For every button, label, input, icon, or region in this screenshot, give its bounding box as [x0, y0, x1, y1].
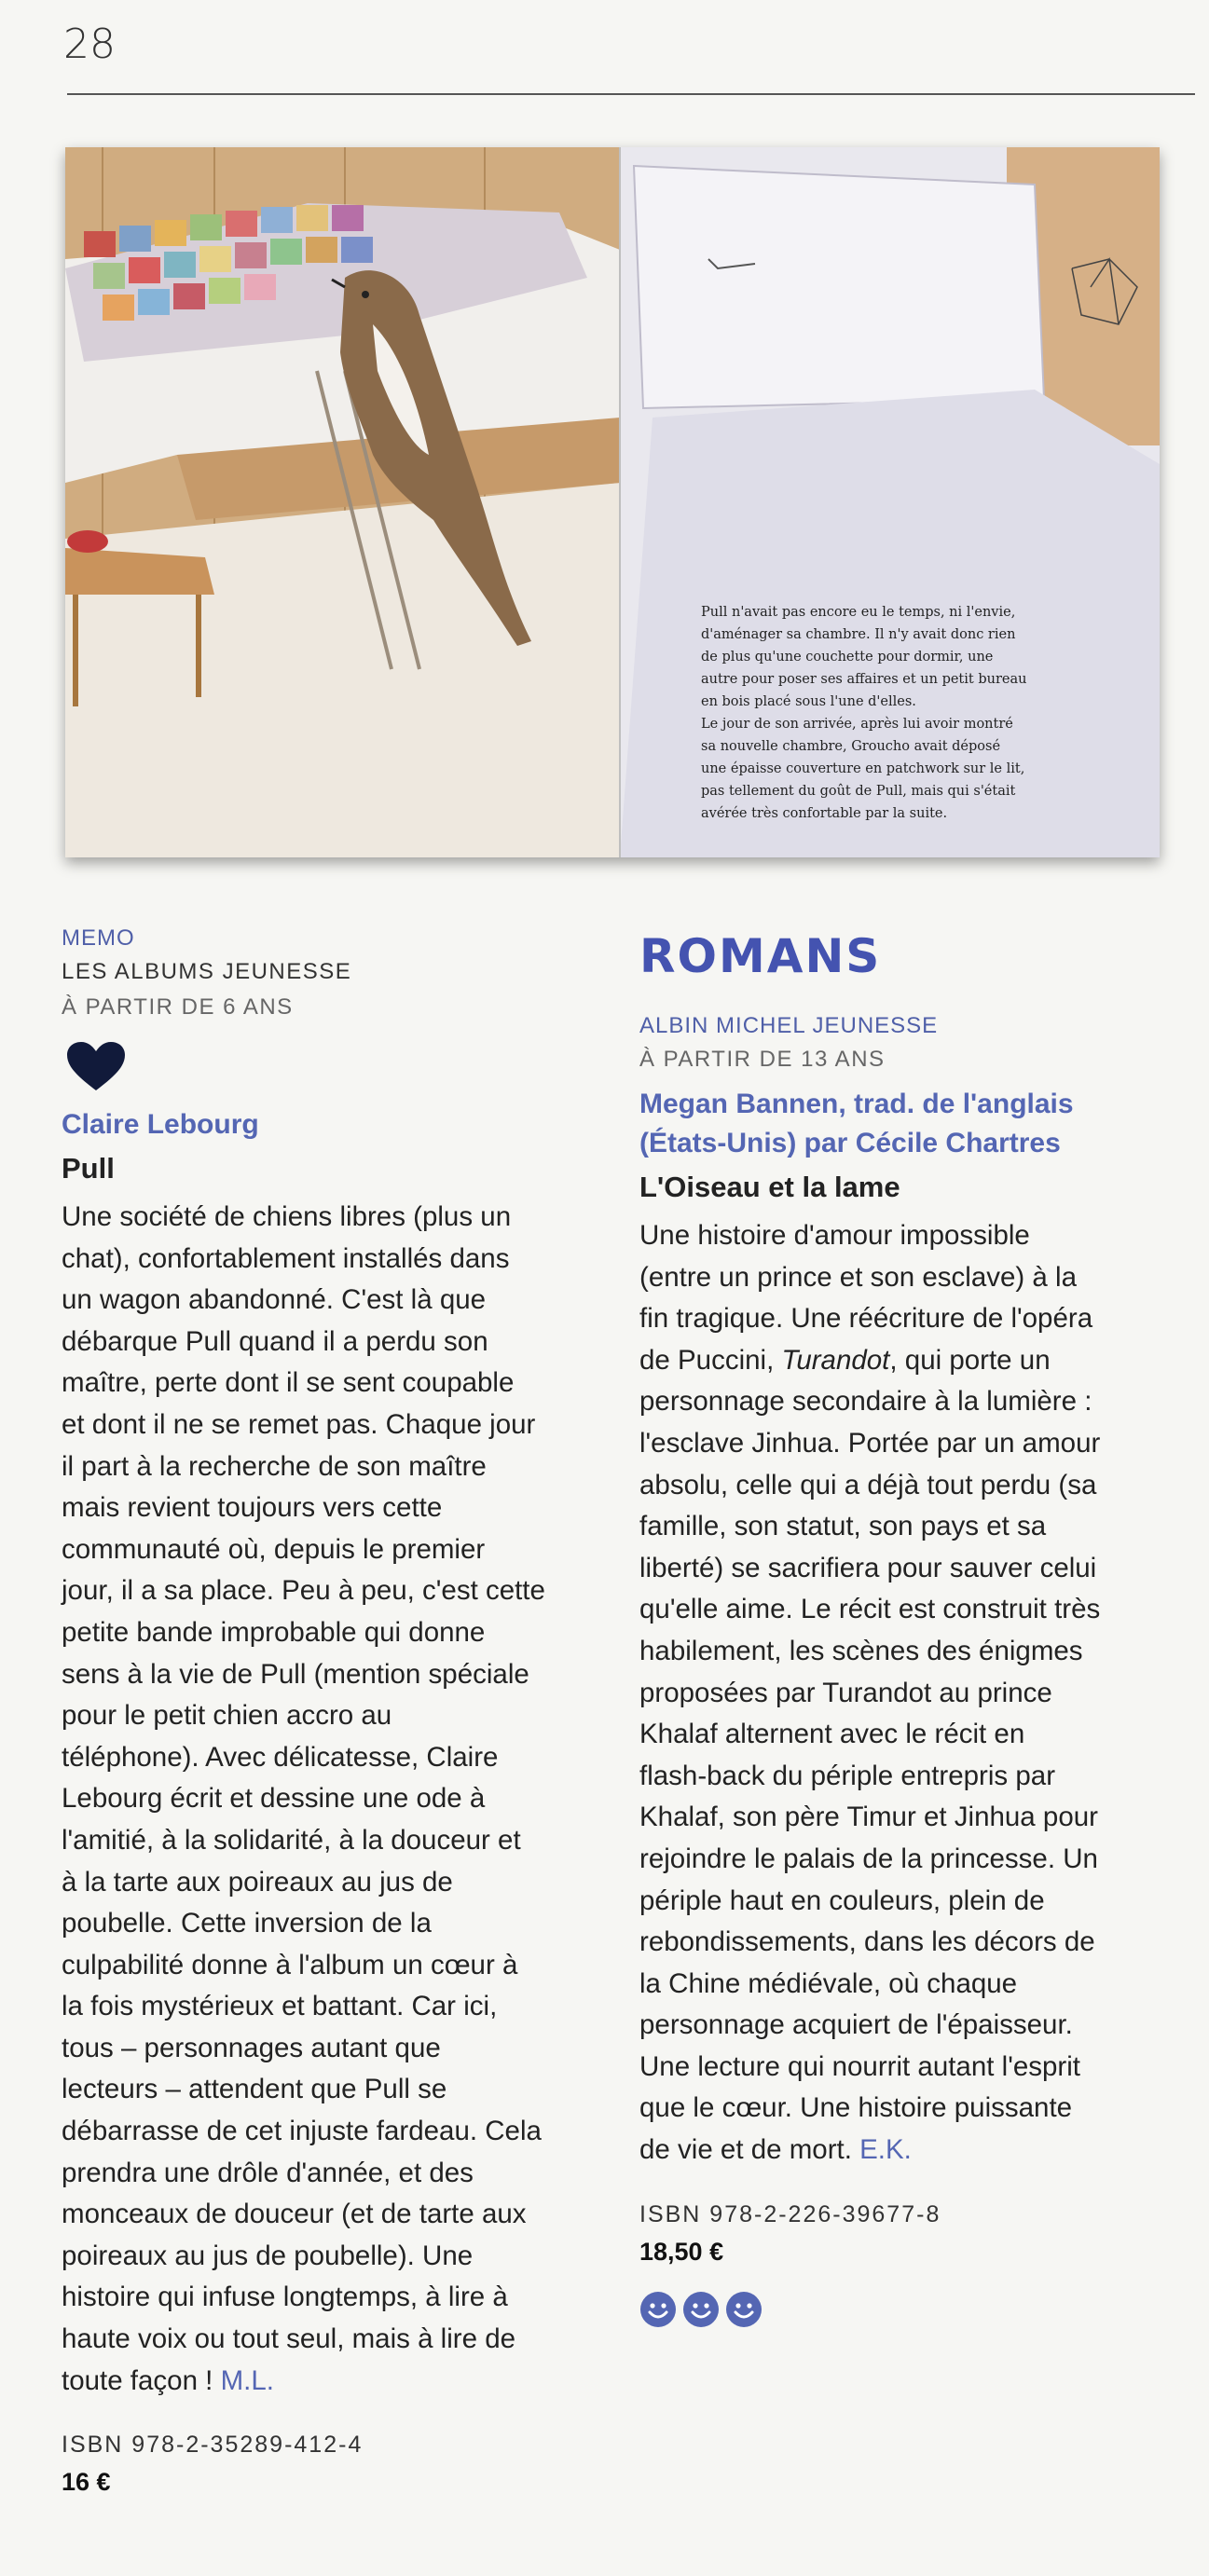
caption-line: Pull n'avait pas encore eu le temps, ni l'envie, — [701, 605, 1016, 620]
isbn: ISBN 978-2-35289-412-4 — [62, 2432, 364, 2459]
body-line: l'esclave Jinhua. Portée par un amour — [639, 1427, 1101, 1459]
body-line: petite bande improbable qui donne — [62, 1616, 486, 1648]
translator: (États-Unis) par Cécile Chartres — [639, 1128, 1061, 1158]
body-line: l'amitié, à la solidarité, à la douceur et — [62, 1824, 521, 1856]
body-line: la Chine médiévale, où chaque — [639, 1967, 1018, 1999]
body-line: habilement, les scènes des énigmes — [639, 1635, 1083, 1666]
body-text: de vie et de mort. — [639, 2134, 852, 2166]
body-line: personnage acquiert de l'épaisseur. — [639, 2009, 1073, 2041]
body-line: qu'elle aime. Le récit est construit très — [639, 1594, 1101, 1625]
caption-line: en bois placé sous l'une d'elles. — [701, 694, 916, 709]
body-line: il part à la recherche de son maître — [62, 1450, 487, 1482]
body-line: culpabilité donne à l'album un cœur à — [62, 1949, 518, 1980]
body-line: prendra une drôle d'année, et des — [62, 2157, 474, 2188]
caption-line: sa nouvelle chambre, Groucho avait déposé — [701, 739, 1001, 754]
caption-line: avérée très confortable par la suite. — [701, 806, 948, 821]
price: 18,50 € — [639, 2237, 724, 2266]
body-line: proposées par Turandot au prince — [639, 1677, 1052, 1708]
age-range: À PARTIR DE 6 ANS — [62, 994, 294, 1020]
rating — [639, 2291, 1161, 2328]
book-title: L'Oiseau et la lame — [639, 1171, 900, 1203]
body-line: jour, il a sa place. Peu à peu, c'est cette — [62, 1575, 545, 1607]
body-line: à la tarte aux poireaux au jus de — [62, 1866, 453, 1898]
body-line: monceaux de douceur (et de tarte aux — [62, 2199, 527, 2230]
body-line: un wagon abandonné. C'est là que — [62, 1284, 487, 1316]
body-line: fin tragique. Une réécriture de l'opéra — [639, 1303, 1093, 1335]
body-line: absolu, celle qui a déjà tout perdu (sa — [639, 1469, 1097, 1500]
body-line: rejoindre le palais de la princesse. Un — [639, 1843, 1098, 1874]
body-line: périple haut en couleurs, plein de — [639, 1884, 1045, 1916]
body-line: poubelle. Cette inversion de la — [62, 1908, 432, 1939]
body-line: flash-back du périple entrepris par — [639, 1760, 1056, 1791]
price: 16 € — [62, 2468, 111, 2497]
book-illustration — [65, 147, 1160, 857]
body-line-last — [639, 2130, 1161, 2172]
publisher: MEMO — [62, 925, 135, 951]
isbn: ISBN 978-2-226-39677-8 — [639, 2200, 941, 2227]
collection: LES ALBUMS JEUNESSE — [62, 959, 352, 984]
body-line: histoire qui infuse longtemps, à lire à — [62, 2281, 508, 2313]
author: Claire Lebourg — [62, 1109, 259, 1140]
caption-line: une épaisse couverture en patchwork sur le lit, — [701, 761, 1025, 776]
caption-line: pas tellement du goût de Pull, mais qui s'était — [701, 784, 1016, 799]
smiley-icon — [725, 2291, 762, 2328]
body-line-last — [62, 2361, 593, 2403]
page-number: 28 — [63, 21, 116, 68]
body-line: et dont il ne se remet pas. Chaque jour — [62, 1408, 536, 1440]
body-line: famille, son statut, son pays et sa — [639, 1511, 1047, 1542]
body-line: débarque Pull quand il a perdu son — [62, 1325, 488, 1357]
body-line: mais revient toujours vers cette — [62, 1492, 443, 1524]
body-line: tous – personnages autant que — [62, 2032, 441, 2063]
body-line: sens à la vie de Pull (mention spéciale — [62, 1658, 529, 1690]
caption-line: de plus qu'une couchette pour dormir, une — [701, 650, 994, 665]
body-line: pour le petit chien accro au — [62, 1700, 392, 1732]
body-line: Khalaf alternent avec le récit en — [639, 1719, 1025, 1750]
age-range: À PARTIR DE 13 ANS — [639, 1047, 886, 1072]
body-line: débarrasse de cet injuste fardeau. Cela — [62, 2116, 542, 2147]
body-line: téléphone). Avec délicatesse, Claire — [62, 1741, 499, 1773]
caption-line: autre pour poser ses affaires et un petit bureau — [701, 672, 1027, 687]
illustration-caption — [701, 601, 1139, 825]
caption-line: Le jour de son arrivée, après lui avoir montré — [701, 717, 1013, 732]
heart-icon — [67, 1042, 125, 1092]
body-line: haute voix ou tout seul, mais à lire de — [62, 2323, 516, 2355]
reviewer-signature: E.K. — [859, 2134, 912, 2166]
review-oiseau — [639, 923, 1161, 2328]
smiley-icon — [639, 2291, 677, 2328]
section-heading: ROMANS — [639, 929, 882, 983]
review-body — [62, 1197, 593, 2402]
body-line: maître, perte dont il se sent coupable — [62, 1367, 515, 1399]
body-line: Lebourg écrit et dessine une ode à — [62, 1783, 486, 1815]
review-body — [639, 1215, 1161, 2172]
author: Megan Bannen, trad. de l'anglais — [639, 1089, 1074, 1119]
publisher: ALBIN MICHEL JEUNESSE — [639, 1013, 939, 1038]
body-line: lecteurs – attendent que Pull se — [62, 2074, 447, 2105]
body-line: poireaux au jus de poubelle). Une — [62, 2240, 474, 2271]
body-text: , qui porte un — [889, 1344, 1051, 1376]
smiley-icon — [682, 2291, 720, 2328]
body-line: personnage secondaire à la lumière : — [639, 1386, 1092, 1418]
body-line — [639, 1340, 1161, 1382]
book-title: Pull — [62, 1152, 115, 1185]
caption-line: d'aménager sa chambre. Il n'y avait donc rien — [701, 627, 1016, 642]
review-pull — [62, 923, 593, 2501]
body-line: Une histoire d'amour impossible — [639, 1220, 1030, 1251]
reviewer-signature: M.L. — [220, 2364, 274, 2396]
body-line: communauté où, depuis le premier — [62, 1533, 486, 1565]
body-line: (entre un prince et son esclave) à la — [639, 1261, 1077, 1293]
body-line: chat), confortablement installés dans — [62, 1242, 510, 1274]
body-line: Khalaf, son père Timur et Jinhua pour — [639, 1802, 1098, 1833]
body-line: Une lecture qui nourrit autant l'esprit — [639, 2050, 1080, 2082]
body-text: de Puccini, — [639, 1344, 782, 1376]
body-line: liberté) se sacrifiera pour sauver celui — [639, 1552, 1097, 1583]
opera-title: Turandot — [781, 1344, 890, 1376]
body-line: rebondissements, dans les décors de — [639, 1926, 1095, 1958]
body-line: Une société de chiens libres (plus un — [62, 1201, 512, 1232]
body-line: la fois mystérieux et battant. Car ici, — [62, 1991, 498, 2022]
body-text: toute façon ! — [62, 2364, 213, 2396]
top-rule — [67, 93, 1195, 95]
body-line: que le cœur. Une histoire puissante — [639, 2092, 1073, 2124]
